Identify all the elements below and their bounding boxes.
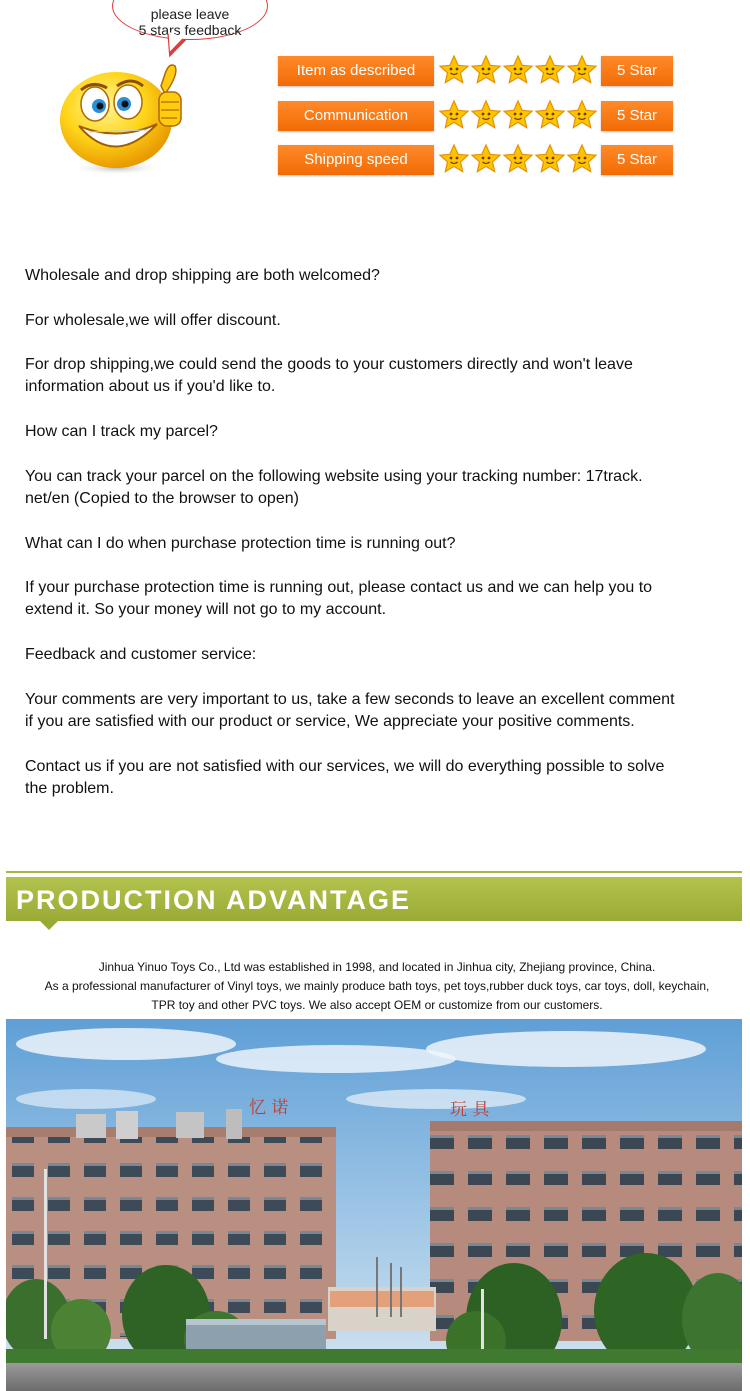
star-icon [470, 54, 502, 86]
faq-question: Feedback and customer service: [25, 646, 257, 664]
paragraph-gap [25, 666, 715, 688]
star-icon [438, 143, 470, 175]
star-icon [470, 99, 502, 131]
faq-answer-line: the problem. [25, 779, 114, 797]
factory-sign-right: 玩 具 [450, 1100, 490, 1120]
star-icon [438, 54, 470, 86]
star-icon [502, 54, 534, 86]
star-icon [566, 99, 598, 131]
faq-answer-line: Contact us if you are not satisfied with our services, we will do everything possible to solve [25, 757, 665, 775]
paragraph-gap [25, 555, 715, 577]
paragraph-gap [25, 510, 715, 532]
paragraph-gap [25, 622, 715, 644]
paragraph-gap [25, 443, 715, 465]
faq-answer-line: If your purchase protection time is running out, please contact us and we can help you to [25, 579, 653, 597]
faq-question: What can I do when purchase protection time is running out? [25, 534, 456, 552]
rating-badge: 5 Star [601, 56, 673, 86]
paragraph-gap [25, 287, 715, 309]
intro-line: TPR toy and other PVC toys. We also accept OEM or customize from our customers. [151, 998, 603, 1012]
intro-line: As a professional manufacturer of Vinyl toys, we mainly produce bath toys, pet toys,rubber duck toys, car toys, doll, keychain, [44, 979, 710, 993]
star-icon [438, 99, 470, 131]
rating-badge: 5 Star [601, 101, 673, 131]
star-icon [470, 143, 502, 175]
bubble-line-2: 5 stars feedback [138, 22, 242, 38]
bubble-line-1: please leave [150, 6, 230, 22]
faq-answer-line: You can track your parcel on the following website using your tracking number: 17track. [25, 467, 643, 485]
faq-answer-line: net/en (Copied to the browser to open) [25, 489, 299, 507]
section-pointer [40, 921, 58, 930]
faq-answer-line: extend it. So your money will not go to my account. [25, 601, 387, 619]
star-icon [502, 143, 534, 175]
paragraph-gap [25, 399, 715, 421]
star-icon [534, 99, 566, 131]
paragraph-gap [25, 332, 715, 354]
faq-answer: For wholesale,we will offer discount. [25, 311, 281, 329]
star-icon [534, 54, 566, 86]
feedback-label: Shipping speed [278, 145, 434, 175]
star-icon [566, 54, 598, 86]
faq-answer-line: if you are satisfied with our product or service, We appreciate your positive comments. [25, 712, 635, 730]
section-header [6, 877, 742, 921]
factory-buildings-image [6, 1019, 742, 1391]
faq-answer-line: Your comments are very important to us, take a few seconds to leave an excellent comment [25, 690, 675, 708]
paragraph-gap [25, 733, 715, 755]
section-title: PRODUCTION ADVANTAGE [16, 885, 411, 915]
rating-badge: 5 Star [601, 145, 673, 175]
faq-answer-line: For drop shipping,we could send the goods to your customers directly and won't leave [25, 356, 633, 374]
factory-photo [6, 1019, 742, 1391]
faq-answer-line: information about us if you'd like to. [25, 378, 276, 396]
faq-question: Wholesale and drop shipping are both welcomed? [25, 267, 380, 284]
thumbs-up-smiley-icon [55, 64, 190, 176]
section-divider [6, 871, 742, 873]
intro-line: Jinhua Yinuo Toys Co., Ltd was established in 1998, and located in Jinhua city, Zhejiang province, China. [98, 960, 656, 974]
faq-question: How can I track my parcel? [25, 423, 218, 441]
star-icon [566, 143, 598, 175]
company-intro [6, 958, 748, 1015]
speech-bubble [112, 0, 268, 40]
feedback-label: Communication [278, 101, 434, 131]
star-icon [502, 99, 534, 131]
feedback-label: Item as described [278, 56, 434, 86]
star-icon [534, 143, 566, 175]
faq-section [25, 265, 715, 800]
factory-sign-left: 忆 诺 [249, 1098, 289, 1118]
